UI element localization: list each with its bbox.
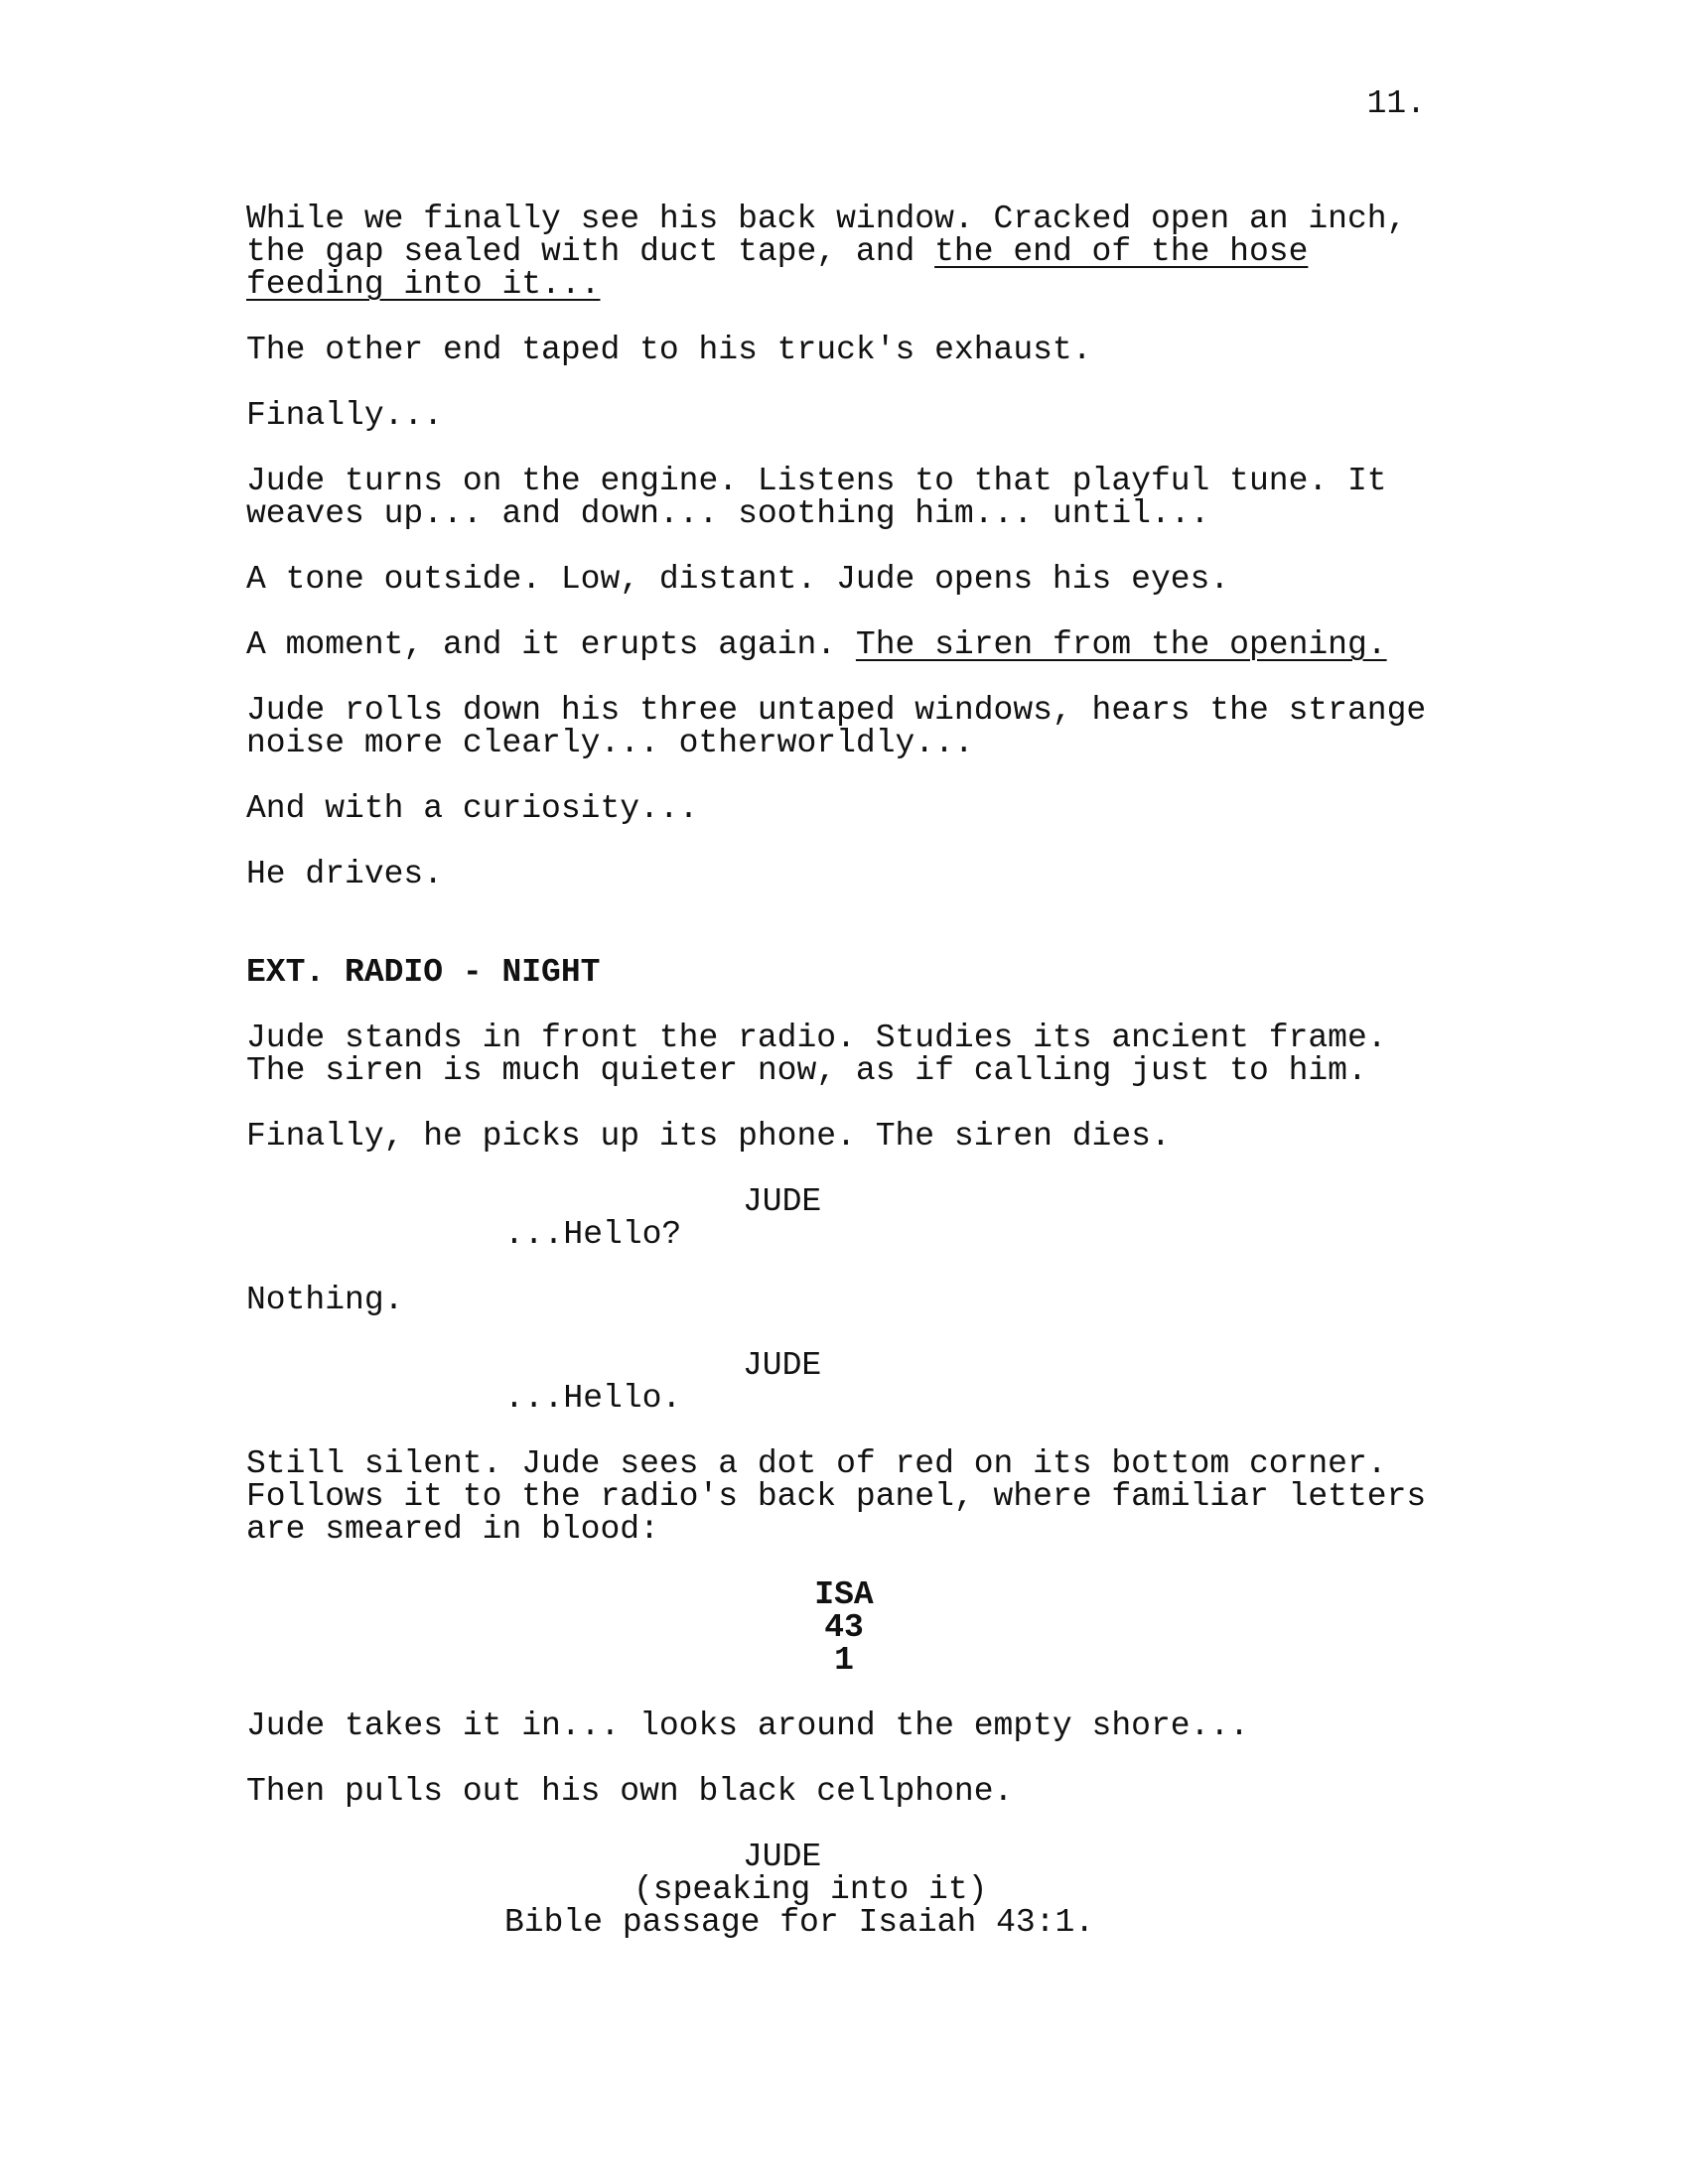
action-text: While we finally see his back window. Cracked open an inch, the gap sealed with duct tape, and bbox=[246, 201, 1407, 270]
action-paragraph bbox=[246, 858, 1458, 890]
blood-letters-line: 1 bbox=[834, 1642, 854, 1679]
dialogue-line: ...Hello. bbox=[504, 1380, 682, 1417]
action-paragraph: Still silent. Jude sees a dot of red on its bottom corner. Follows it to the radio's back panel, where familiar letters are smeared in blood: bbox=[246, 1445, 1427, 1548]
underlined-action-text: the end of the hose feeding into it... bbox=[246, 233, 1309, 303]
scene-heading: EXT. RADIO - NIGHT bbox=[246, 954, 601, 991]
character-name: JUDE bbox=[743, 1183, 822, 1220]
blood-letters-line: ISA bbox=[814, 1576, 874, 1613]
dialogue-line: ...Hello? bbox=[504, 1216, 682, 1253]
action-text: Finally... bbox=[246, 397, 444, 434]
action-text: A moment, and it erupts again. bbox=[246, 626, 856, 663]
action-paragraph bbox=[246, 792, 1458, 825]
action-text: A tone outside. Low, distant. Jude opens his eyes. bbox=[246, 561, 1230, 598]
dialogue-block bbox=[246, 1841, 1458, 1939]
action-paragraph: Nothing. bbox=[246, 1282, 404, 1318]
character-name: JUDE bbox=[743, 1839, 822, 1875]
action-text: And with a curiosity... bbox=[246, 790, 699, 827]
page-number: 11. bbox=[1366, 85, 1426, 122]
action-paragraph bbox=[246, 334, 1458, 366]
action-text: Jude turns on the engine. Listens to that playful tune. It weaves up... and down... soothing him... until... bbox=[246, 463, 1387, 532]
dialogue-line: Bible passage for Isaiah 43:1. bbox=[504, 1904, 1095, 1941]
parenthetical: (speaking into it) bbox=[633, 1871, 988, 1908]
action-paragraph bbox=[246, 694, 1458, 759]
dialogue-block bbox=[246, 1185, 1458, 1251]
action-text: Jude rolls down his three untaped windows, hears the strange noise more clearly... otherworldly... bbox=[246, 692, 1427, 761]
blood-letters-line: 43 bbox=[824, 1609, 864, 1646]
action-paragraph bbox=[246, 465, 1458, 530]
action-text: The other end taped to his truck's exhaust. bbox=[246, 332, 1092, 368]
action-paragraph: Finally, he picks up its phone. The siren dies. bbox=[246, 1118, 1171, 1155]
action-paragraph: Jude stands in front the radio. Studies its ancient frame. The siren is much quieter now, as if calling just to him. bbox=[246, 1020, 1387, 1089]
character-name: JUDE bbox=[743, 1347, 822, 1384]
blood-letters bbox=[814, 1578, 1013, 1677]
action-text: He drives. bbox=[246, 856, 444, 892]
action-paragraph bbox=[246, 203, 1458, 301]
action-paragraph bbox=[246, 563, 1458, 596]
underlined-action-text: The siren from the opening. bbox=[855, 626, 1387, 663]
screenplay-body bbox=[246, 203, 1458, 1972]
action-paragraph bbox=[246, 399, 1458, 432]
action-paragraph: Then pulls out his own black cellphone. bbox=[246, 1773, 1014, 1810]
action-paragraph bbox=[246, 628, 1458, 661]
dialogue-block bbox=[246, 1349, 1458, 1415]
action-paragraph: Jude takes it in... looks around the empty shore... bbox=[246, 1707, 1249, 1744]
